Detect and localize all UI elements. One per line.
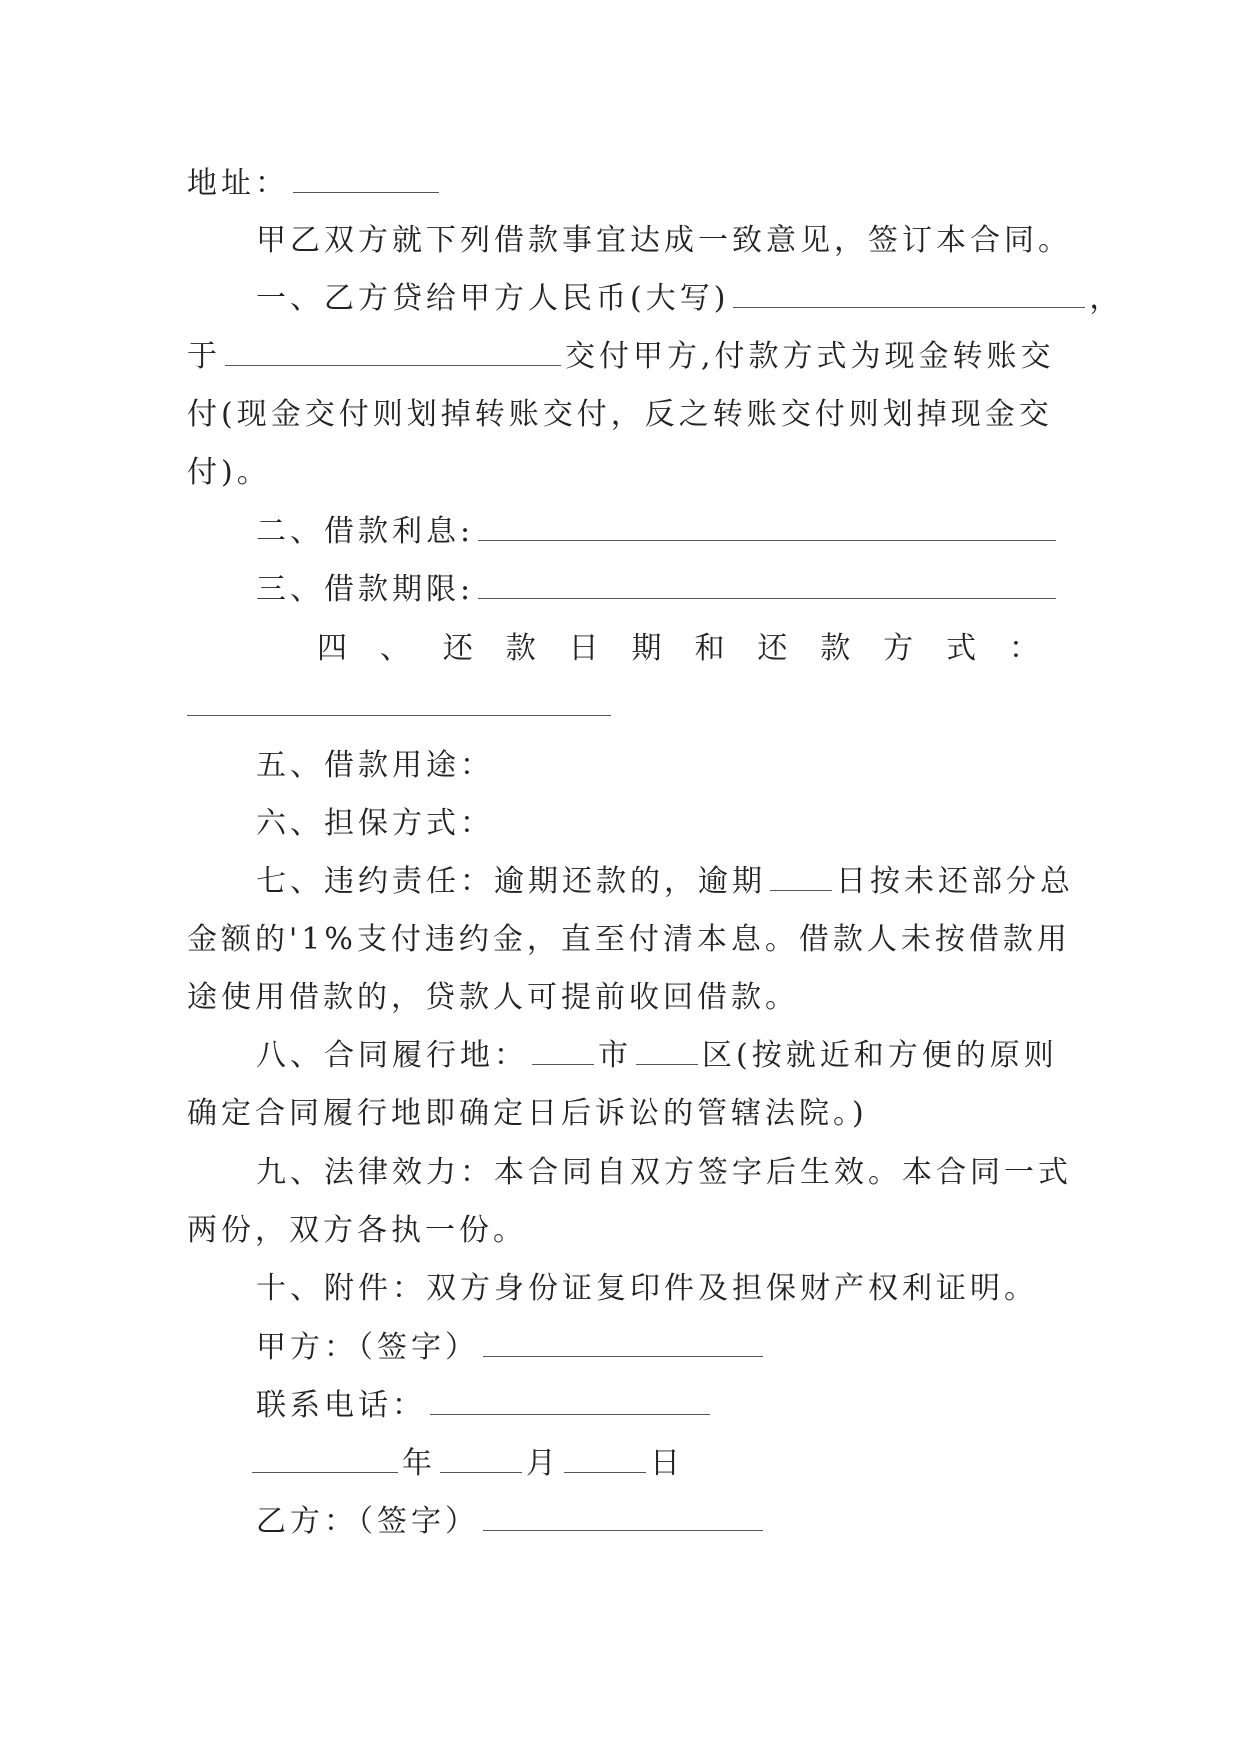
clause1-part-b: 交付甲方,付款方式为现金转账交 (565, 339, 1055, 374)
party-a-label: 甲方：（签字） (256, 1330, 479, 1365)
date-month: 月 (526, 1446, 560, 1481)
clause4-line (317, 629, 1039, 669)
clause10-text: 十、附件：双方身份证复印件及担保财产权利证明。 (256, 1271, 1038, 1306)
clause7-part-b: 日按未还部分总 (836, 864, 1074, 899)
clause8-part-a: 八、合同履行地： (256, 1038, 528, 1073)
clause8-part-b: 区(按就近和方便的原则 (702, 1038, 1058, 1073)
clause1-line1 (256, 279, 1123, 319)
clause4-char: 期 (631, 631, 662, 666)
clause4-char: 和 (694, 631, 725, 666)
clause9-line2: 两份，双方各执一份。 (187, 1213, 527, 1248)
clause4-char: 款 (505, 631, 536, 666)
clause1-date-blank (225, 339, 561, 366)
clause2-label: 二、借款利息: (256, 514, 475, 549)
clause4-char: 还 (442, 631, 473, 666)
party-a-signature-blank (483, 1330, 763, 1357)
clause4-char: 方 (883, 631, 914, 666)
phone-label: 联系电话： (256, 1388, 426, 1423)
clause8-line2: 确定合同履行地即确定日后诉讼的管辖法院。) (187, 1096, 868, 1131)
date-day-blank (564, 1446, 646, 1473)
party-b-line (256, 1502, 767, 1542)
clause8-district-blank (636, 1038, 698, 1065)
clause8-city: 市 (598, 1038, 632, 1073)
clause9-line1: 九、法律效力：本合同自双方签字后生效。本合同一式 (256, 1155, 1072, 1190)
date-month-blank (440, 1446, 522, 1473)
clause3-blank (478, 572, 1056, 599)
date-year-blank (252, 1446, 398, 1473)
clause4-char: 款 (820, 631, 851, 666)
date-day: 日 (650, 1446, 684, 1481)
clause4-blank-line (187, 687, 615, 727)
clause5-label: 五、借款用途： (256, 748, 494, 783)
phone-line (256, 1386, 714, 1426)
party-a-line (256, 1328, 767, 1368)
clause3-line (256, 570, 1060, 610)
address-label: 地址： (187, 166, 289, 201)
clause3-label: 三、借款期限: (256, 572, 475, 607)
clause7-line1 (256, 862, 1074, 902)
clause1-amount-blank (733, 281, 1085, 308)
date-line (252, 1444, 684, 1484)
clause8-line1 (256, 1036, 1058, 1076)
clause4-char: 式 (946, 631, 977, 666)
party-b-label: 乙方：（签字） (256, 1504, 479, 1539)
clause8-city-blank (532, 1038, 594, 1065)
clause1-part-a-end: ， (1089, 281, 1124, 316)
clause2-blank (478, 514, 1056, 541)
clause7-days-blank (770, 864, 832, 891)
clause6-label: 六、担保方式： (256, 806, 494, 841)
clause1-part-a: 一、乙方贷给甲方人民币(大写) (256, 281, 730, 316)
clause4-blank (187, 689, 611, 716)
clause4-char: 、 (379, 631, 410, 666)
party-b-signature-blank (483, 1504, 763, 1531)
clause4-char: 还 (757, 631, 788, 666)
clause4-char: 日 (568, 631, 599, 666)
clause4-char: 四 (317, 631, 347, 666)
address-line (187, 164, 443, 204)
clause1-line4: 付)。 (187, 455, 271, 490)
clause7-line2: 金额的'1%支付违约金，直至付清本息。借款人未按借款用 (187, 922, 1071, 957)
clause7-part-a: 七、违约责任：逾期还款的，逾期 (256, 864, 766, 899)
clause1-line2 (187, 337, 1055, 377)
intro-text: 甲乙双方就下列借款事宜达成一致意见，签订本合同。 (256, 223, 1072, 258)
date-year: 年 (402, 1446, 436, 1481)
clause7-line3: 途使用借款的，贷款人可提前收回借款。 (187, 980, 799, 1015)
address-blank (293, 166, 439, 193)
phone-blank (430, 1388, 710, 1415)
clause1-part-b-start: 于 (187, 339, 221, 374)
clause2-line (256, 512, 1060, 552)
clause4-char: ： (1008, 631, 1039, 666)
clause1-line3: 付(现金交付则划掉转账交付，反之转账交付则划掉现金交 (187, 397, 1053, 432)
